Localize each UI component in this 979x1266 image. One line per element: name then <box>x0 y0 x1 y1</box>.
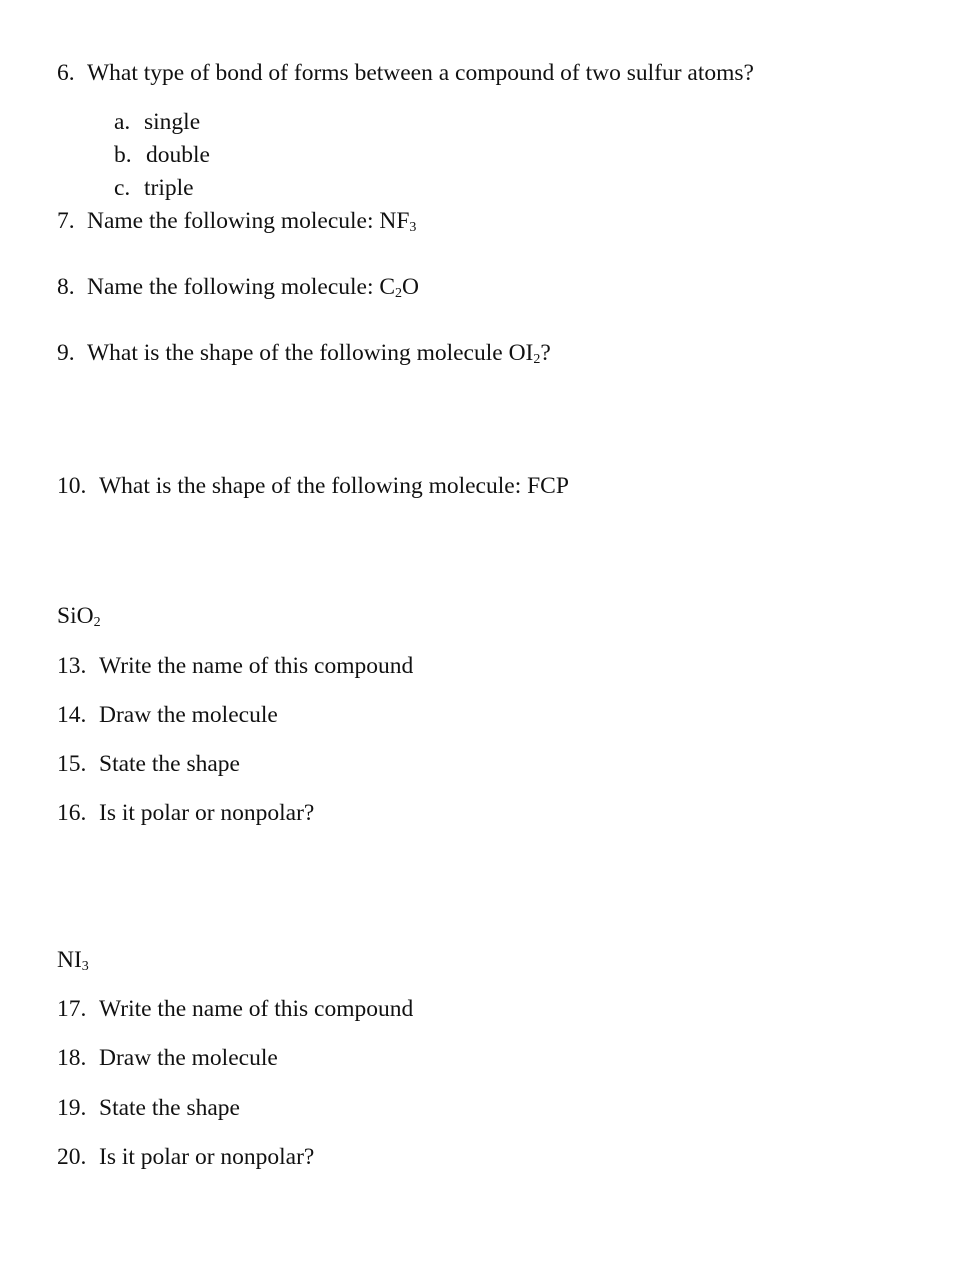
question-9 <box>57 342 551 366</box>
option-a <box>114 111 200 135</box>
option-letter: c. <box>114 175 131 201</box>
question-number: 8. <box>57 274 75 300</box>
question-8 <box>57 276 419 300</box>
question-text: Is it polar or nonpolar? <box>99 1144 315 1170</box>
question-16 <box>57 802 314 826</box>
question-text: Write the name of this compound <box>99 996 414 1022</box>
formula-subscript: 3 <box>81 959 89 974</box>
formula-subscript: 2 <box>533 352 541 367</box>
formula-main: NI <box>57 947 82 973</box>
question-17 <box>57 998 413 1022</box>
formula-main: SiO <box>57 603 94 629</box>
question-number: 7. <box>57 208 75 234</box>
question-text: Draw the molecule <box>99 702 278 728</box>
question-10 <box>57 475 569 499</box>
question-text: Name the following molecule: C <box>87 274 396 300</box>
option-text: single <box>144 109 201 135</box>
question-text: State the shape <box>99 751 240 777</box>
question-number: 16. <box>57 800 87 826</box>
question-number: 20. <box>57 1144 87 1170</box>
question-text: What type of bond of forms between a compound of two sulfur atoms? <box>87 60 754 86</box>
question-text: What is the shape of the following molecule OI <box>87 340 534 366</box>
question-number: 18. <box>57 1045 87 1071</box>
question-number: 6. <box>57 60 75 86</box>
option-text: double <box>146 142 210 168</box>
question-text: Is it polar or nonpolar? <box>99 800 315 826</box>
question-text: What is the shape of the following molecule: FCP <box>99 473 569 499</box>
option-letter: b. <box>114 142 132 168</box>
formula-subscript: 2 <box>93 615 101 630</box>
question-number: 9. <box>57 340 75 366</box>
formula-suffix: ? <box>540 340 551 366</box>
question-number: 10. <box>57 473 87 499</box>
question-number: 13. <box>57 653 87 679</box>
question-text: Draw the molecule <box>99 1045 278 1071</box>
question-text: Name the following molecule: NF <box>87 208 410 234</box>
question-number: 17. <box>57 996 87 1022</box>
compound-formula-ni3 <box>57 949 89 973</box>
option-b <box>114 144 210 168</box>
question-13 <box>57 655 413 679</box>
question-15 <box>57 753 240 777</box>
option-text: triple <box>144 175 194 201</box>
question-text: Write the name of this compound <box>99 653 414 679</box>
question-18 <box>57 1047 278 1071</box>
question-text: State the shape <box>99 1095 240 1121</box>
formula-subscript: 2 <box>395 286 403 301</box>
question-6 <box>57 62 754 86</box>
question-number: 15. <box>57 751 87 777</box>
option-c <box>114 177 194 201</box>
formula-suffix: O <box>402 274 420 300</box>
question-20 <box>57 1146 314 1170</box>
formula-subscript: 3 <box>409 220 417 235</box>
question-19 <box>57 1097 240 1121</box>
question-number: 19. <box>57 1095 87 1121</box>
question-7 <box>57 210 416 234</box>
compound-formula-sio2 <box>57 605 101 629</box>
question-14 <box>57 704 278 728</box>
question-number: 14. <box>57 702 87 728</box>
option-letter: a. <box>114 109 131 135</box>
